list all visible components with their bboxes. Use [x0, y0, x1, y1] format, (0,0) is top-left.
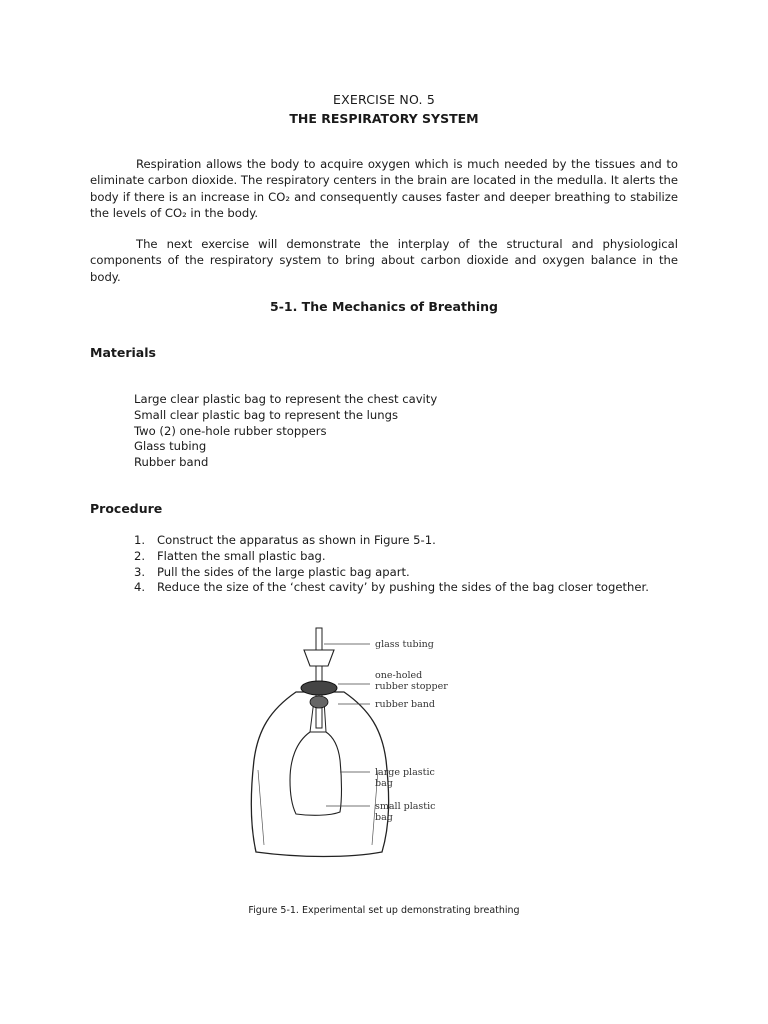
label-glass-tubing: glass tubing: [375, 639, 434, 650]
label-small-bag-line2: bag: [375, 812, 393, 823]
materials-list: [134, 392, 437, 471]
small-bag-outline: [290, 732, 342, 815]
materials-heading: Materials: [90, 345, 156, 360]
large-bag-outline: [251, 692, 388, 857]
exercise-title: THE RESPIRATORY SYSTEM: [289, 111, 479, 126]
top-stopper: [304, 650, 334, 666]
procedure-heading: Procedure: [90, 501, 163, 516]
label-large-bag-line1: large plastic: [375, 767, 435, 778]
figure-caption: Figure 5-1. Experimental set up demonstrating breathing: [248, 905, 520, 916]
label-rubber-band: rubber band: [375, 699, 435, 710]
glass-tubing: [316, 628, 322, 728]
intro-paragraph-1: Respiration allows the body to acquire oxygen which is much needed by the tissues and to eliminate carbon dioxide. The respiratory centers in the brain are located in the medulla. It alerts the body if there is an increase in CO₂ and consequently causes faster and deeper breathing to stabilize the levels of CO₂ in the body.: [90, 157, 678, 220]
label-small-bag-line1: small plastic: [375, 801, 436, 812]
material-item: Small clear plastic bag to represent the lungs: [134, 407, 398, 422]
step-text: Pull the sides of the large plastic bag apart.: [157, 564, 410, 579]
label-stopper-line2: rubber stopper: [375, 681, 448, 692]
rubber-band: [301, 681, 337, 695]
label-stopper-line1: one-holed: [375, 670, 423, 681]
step-text: Construct the apparatus as shown in Figure 5-1.: [157, 533, 436, 547]
exercise-number: EXERCISE NO. 5: [332, 92, 436, 107]
apparatus-figure: [230, 620, 480, 860]
lower-stopper: [310, 696, 328, 708]
step-text: Reduce the size of the ‘chest cavity’ by pushing the sides of the bag closer together.: [157, 580, 649, 595]
step-number: 4.: [134, 580, 146, 595]
procedure-step: [134, 580, 649, 596]
material-item: Rubber band: [134, 455, 209, 470]
material-item: Two (2) one-hole rubber stoppers: [134, 423, 327, 438]
step-number: 2.: [134, 548, 146, 563]
step-number: 1.: [134, 533, 146, 547]
section-title: 5-1. The Mechanics of Breathing: [270, 299, 498, 314]
procedure-step: [134, 549, 649, 565]
large-bag-fold: [258, 770, 264, 845]
material-item: Large clear plastic bag to represent the chest cavity: [134, 392, 438, 406]
material-item: Glass tubing: [134, 439, 207, 454]
intro-paragraph-2: The next exercise will demonstrate the interplay of the structural and physiological components of the respiratory system to bring about carbon dioxide and oxygen balance in the body.: [90, 237, 678, 284]
procedure-list: [134, 533, 649, 596]
procedure-step: [134, 565, 649, 581]
step-text: Flatten the small plastic bag.: [157, 548, 326, 563]
step-number: 3.: [134, 564, 146, 579]
label-large-bag-line2: bag: [375, 778, 393, 789]
procedure-step: [134, 533, 649, 549]
